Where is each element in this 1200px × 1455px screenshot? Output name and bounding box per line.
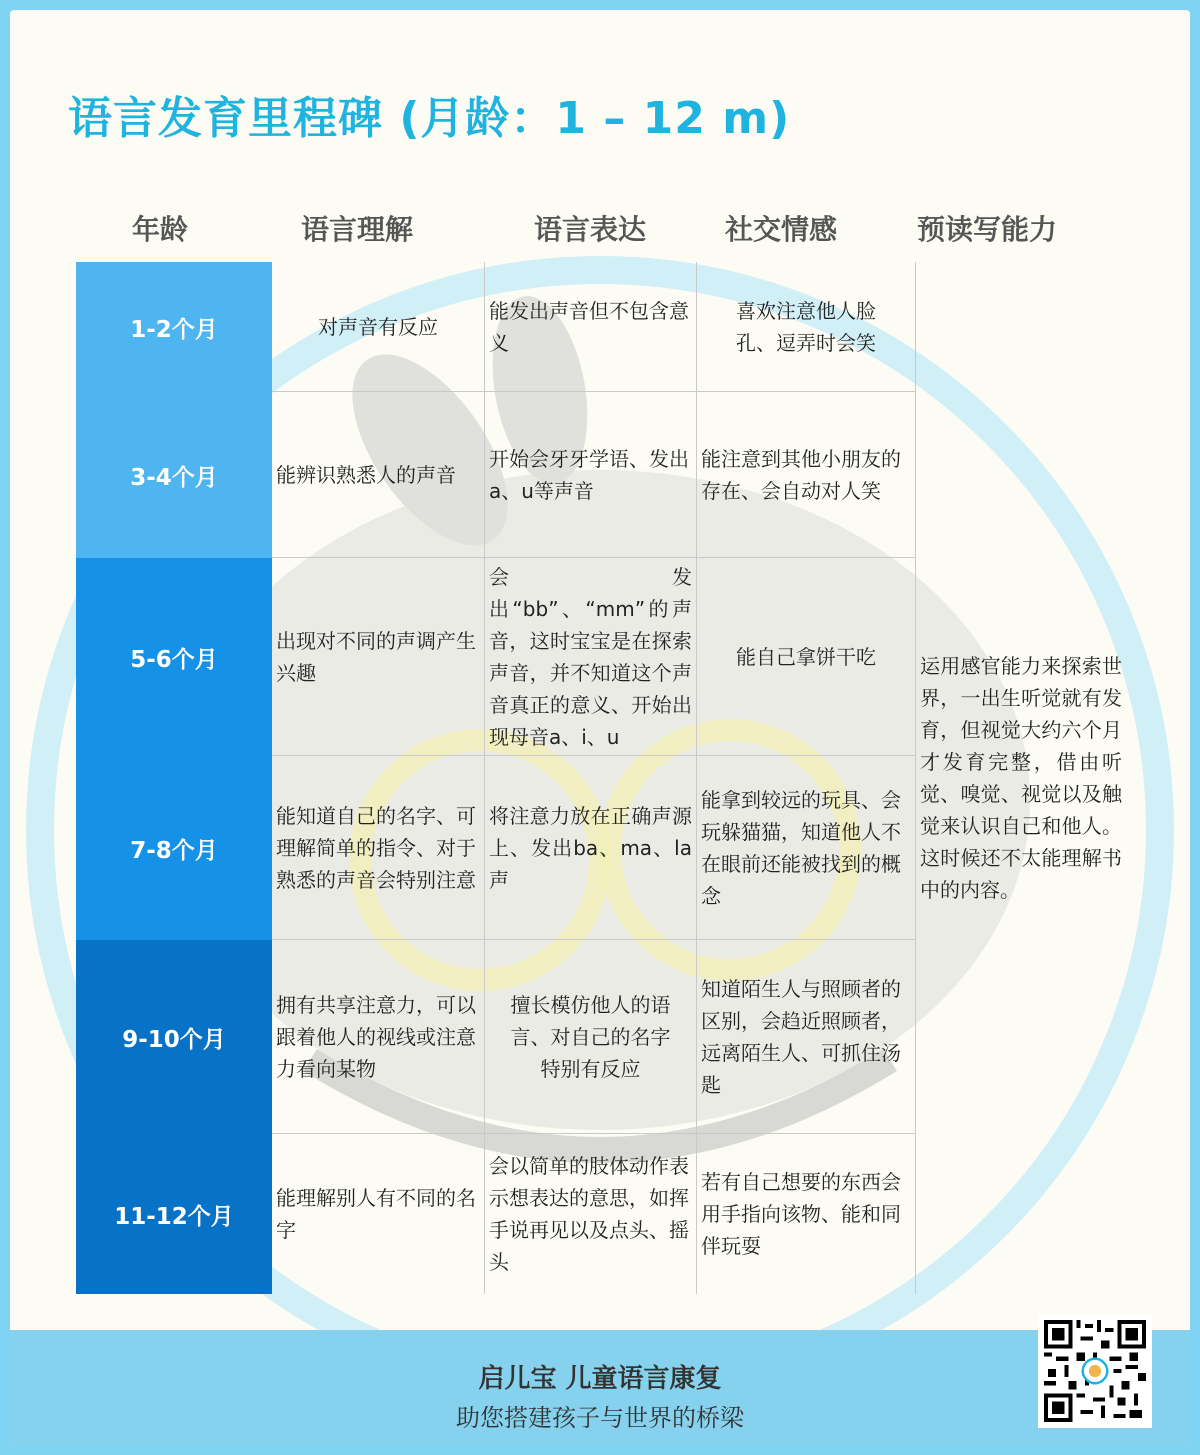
preliteracy-cell: 运用感官能力来探索世界，一出生听觉就有发育，但视觉大约六个月才发育完整，借由听觉、嗅觉、视觉以及触觉来认识自己和他人。这时候还不太能理解书中的内容。 xyxy=(920,654,1122,902)
comprehension-cell: 能知道自己的名字、可理解简单的指令、对于熟悉的声音会特别注意 xyxy=(272,756,485,940)
table-row xyxy=(76,940,916,1134)
table-header xyxy=(10,208,1190,248)
header-expression: 语言表达 xyxy=(533,213,646,246)
header-comprehension: 语言理解 xyxy=(300,213,413,246)
social-cell: 能注意到其他小朋友的存在、会自动对人笑 xyxy=(697,392,916,558)
header-age: 年龄 xyxy=(131,213,188,246)
table-row xyxy=(76,1134,916,1294)
header-social: 社交情感 xyxy=(724,213,837,246)
footer-brand: 启儿宝 儿童语言康复 xyxy=(478,1364,722,1394)
table-row xyxy=(76,392,916,558)
age-cell: 1-2个月 xyxy=(76,262,272,392)
age-cell: 11-12个月 xyxy=(76,1134,272,1294)
age-cell: 7-8个月 xyxy=(76,756,272,940)
social-cell: 若有自己想要的东西会用手指向该物、能和同伴玩耍 xyxy=(697,1134,916,1294)
expression-cell: 能发出声音但不包含意义 xyxy=(485,262,697,392)
expression-cell: 擅长模仿他人的语言、对自己的名字特别有反应 xyxy=(485,940,697,1134)
age-cell: 9-10个月 xyxy=(76,940,272,1134)
footer-slogan: 助您搭建孩子与世界的桥梁 xyxy=(456,1404,744,1432)
social-cell: 能拿到较远的玩具、会玩躲猫猫，知道他人不在眼前还能被找到的概念 xyxy=(697,756,916,940)
age-cell: 5-6个月 xyxy=(76,558,272,756)
header-preliteracy: 预读写能力 xyxy=(916,213,1057,246)
table-row xyxy=(76,558,916,756)
comprehension-cell: 能理解别人有不同的名字 xyxy=(272,1134,485,1294)
expression-cell: 开始会牙牙学语、发出a、u等声音 xyxy=(485,392,697,558)
milestone-table xyxy=(76,262,916,1294)
comprehension-cell: 拥有共享注意力，可以跟着他人的视线或注意力看向某物 xyxy=(272,940,485,1134)
comprehension-cell: 出现对不同的声调产生兴趣 xyxy=(272,558,485,756)
expression-cell: 将注意力放在正确声源上、发出ba、ma、la声 xyxy=(485,756,697,940)
social-cell: 知道陌生人与照顾者的区别，会趋近照顾者，远离陌生人、可抓住汤匙 xyxy=(697,940,916,1134)
table-row xyxy=(76,756,916,940)
qr-code-icon xyxy=(1038,1314,1152,1428)
social-cell: 能自己拿饼干吃 xyxy=(697,558,916,756)
social-cell: 喜欢注意他人脸孔、逗弄时会笑 xyxy=(697,262,916,392)
page-frame xyxy=(10,10,1190,1445)
comprehension-cell: 能辨识熟悉人的声音 xyxy=(272,392,485,558)
expression-cell: 会发出“bb”、“mm”的声音，这时宝宝是在探索声音，并不知道这个声音真正的意义、开始出现母音a、i、u xyxy=(485,558,697,756)
expression-cell: 会以简单的肢体动作表示想表达的意思，如挥手说再见以及点头、摇头 xyxy=(485,1134,697,1294)
comprehension-cell: 对声音有反应 xyxy=(272,262,485,392)
age-cell: 3-4个月 xyxy=(76,392,272,558)
footer xyxy=(10,1330,1190,1445)
page-title: 语言发育里程碑 (月龄：1 – 12 m) xyxy=(68,93,791,144)
table-row xyxy=(76,262,916,392)
